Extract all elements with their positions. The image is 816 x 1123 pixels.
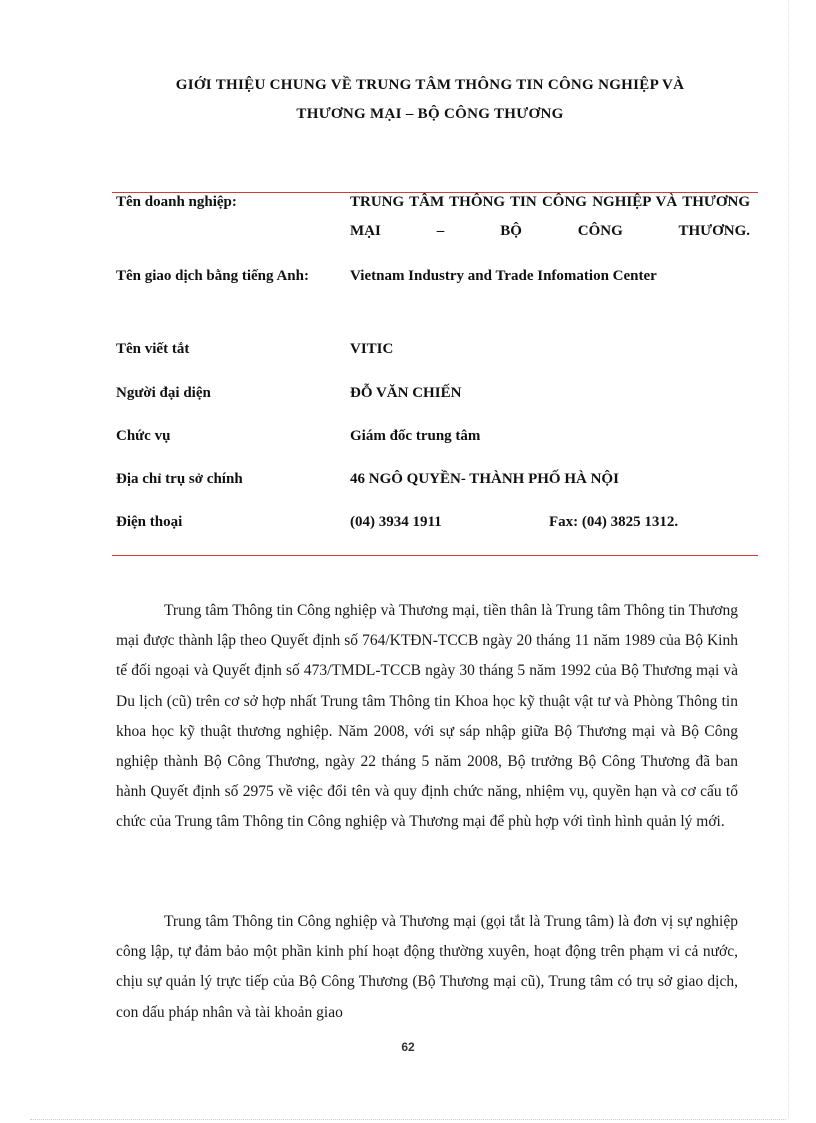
info-label-address: Địa chỉ trụ sở chính <box>116 471 243 487</box>
info-label-abbreviation: Tên viết tắt <box>116 341 190 357</box>
page-edge-right <box>788 0 789 1119</box>
body-paragraph-1: Trung tâm Thông tin Công nghiệp và Thương mại, tiền thân là Trung tâm Thông tin Thương mại được thành lập theo Quyết định số 764/KTĐN-TCCB ngày 20 tháng 11 năm 1989 của Bộ Kinh tế đối ngoại và Quyết định số 473/TMDL-TCCB ngày 30 tháng 5 năm 1992 của Bộ Thương mại và Du lịch (cũ) trên cơ sở hợp nhất Trung tâm Thông tin Khoa học kỹ thuật vật tư và Phòng Thông tin khoa học kỹ thuật thương nghiệp. Năm 2008, với sự sáp nhập giữa Bộ Thương mại và Bộ Công nghiệp thành Bộ Công Thương, ngày 22 tháng 5 năm 2008, Bộ trưởng Bộ Công Thương đã ban hành Quyết định số 2975 về việc đổi tên và quy định chức năng, nhiệm vụ, quyền hạn và cơ cấu tổ chức của Trung tâm Thông tin Công nghiệp và Thương mại để phù hợp với tình hình quản lý mới. <box>116 602 738 831</box>
info-value-company-name <box>350 188 750 246</box>
page-edge-bottom <box>30 1119 786 1120</box>
info-value-phone: (04) 3934 1911 <box>350 514 442 530</box>
info-table-bottom-rule <box>112 555 758 556</box>
info-value-fax: Fax: (04) 3825 1312. <box>549 514 679 530</box>
info-value-address: 46 NGÔ QUYỀN- THÀNH PHỐ HÀ NỘI <box>350 471 619 487</box>
info-label-company-name: Tên doanh nghiệp: <box>116 194 237 210</box>
info-label-phone: Điện thoại <box>116 514 183 530</box>
body-paragraph-2: Trung tâm Thông tin Công nghiệp và Thương mại (gọi tắt là Trung tâm) là đơn vị sự nghiệp công lập, tự đảm bảo một phần kinh phí hoạt động thường xuyên, hoạt động trên phạm vi cả nước, chịu sự quản lý trực tiếp của Bộ Công Thương (Bộ Thương mại cũ), Trung tâm có trụ sở giao dịch, con dấu pháp nhân và tài khoản giao <box>116 913 738 1021</box>
document-title-line-2: THƯƠNG MẠI – BỘ CÔNG THƯƠNG <box>296 106 564 122</box>
info-value-abbreviation: VITIC <box>350 341 394 357</box>
info-label-representative: Người đại diện <box>116 385 211 401</box>
info-value-company-name-text: TRUNG TÂM THÔNG TIN CÔNG NGHIỆP VÀ THƯƠNG MẠI – BỘ CÔNG THƯƠNG. <box>350 194 750 239</box>
info-label-position: Chức vụ <box>116 428 171 444</box>
page-number: 62 <box>401 1040 415 1054</box>
document-title-line-1: GIỚI THIỆU CHUNG VỀ TRUNG TÂM THÔNG TIN CÔNG NGHIỆP VÀ <box>175 77 685 93</box>
info-label-english-name: Tên giao dịch bằng tiếng Anh: <box>116 268 309 284</box>
info-value-position: Giám đốc trung tâm <box>350 428 481 444</box>
info-value-representative: ĐỖ VĂN CHIẾN <box>350 385 462 401</box>
info-value-english-name: Vietnam Industry and Trade Infomation Center <box>350 268 657 284</box>
